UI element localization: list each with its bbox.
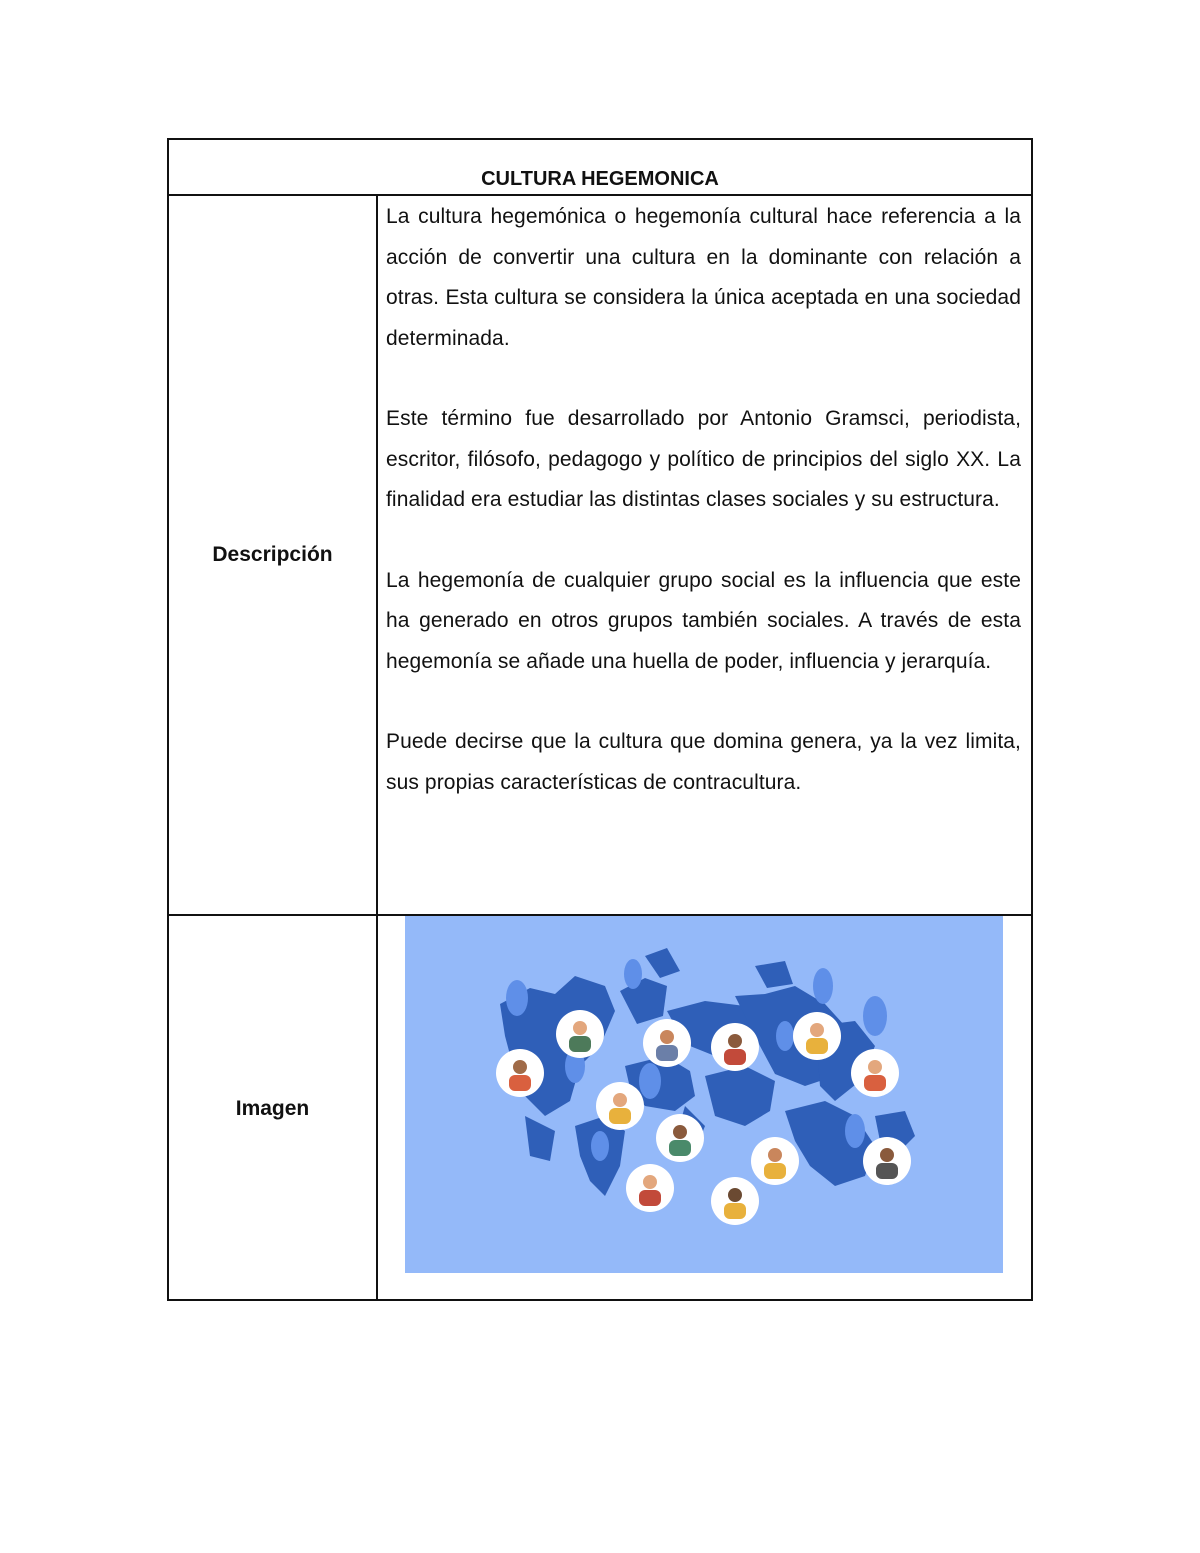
description-paragraph: Puede decirse que la cultura que domina genera, ya la vez limita, sus propias características de contracultura. [386, 730, 1021, 794]
table-title: CULTURA HEGEMONICA [481, 168, 719, 190]
image-label: Imagen [169, 916, 378, 1301]
table-title-row [169, 140, 1031, 196]
description-paragraph: La hegemonía de cualquier grupo social es la influencia que este ha generado en otros grupos también sociales. A través de esta hegemonía se añade una huella de poder, influencia y jerarquía. [386, 568, 1021, 673]
world-map-people-illustration [405, 916, 1003, 1273]
description-row [169, 196, 1031, 916]
image-row [169, 916, 1031, 1301]
image-content [378, 916, 1031, 1301]
culture-table [167, 138, 1033, 1301]
description-paragraph: Este término fue desarrollado por Antonio Gramsci, periodista, escritor, filósofo, pedagogo y político de principios del siglo XX. La finalidad era estudiar las distintas clases sociales y su estructura. [386, 407, 1021, 511]
world-map-illustration [405, 916, 1003, 1273]
description-label: Descripción [169, 196, 378, 914]
description-content [378, 196, 1031, 914]
description-paragraph: La cultura hegemónica o hegemonía cultural hace referencia a la acción de convertir una cultura en la dominante con relación a otras. Esta cultura se considera la única aceptada en una sociedad determinada. [386, 205, 1021, 350]
